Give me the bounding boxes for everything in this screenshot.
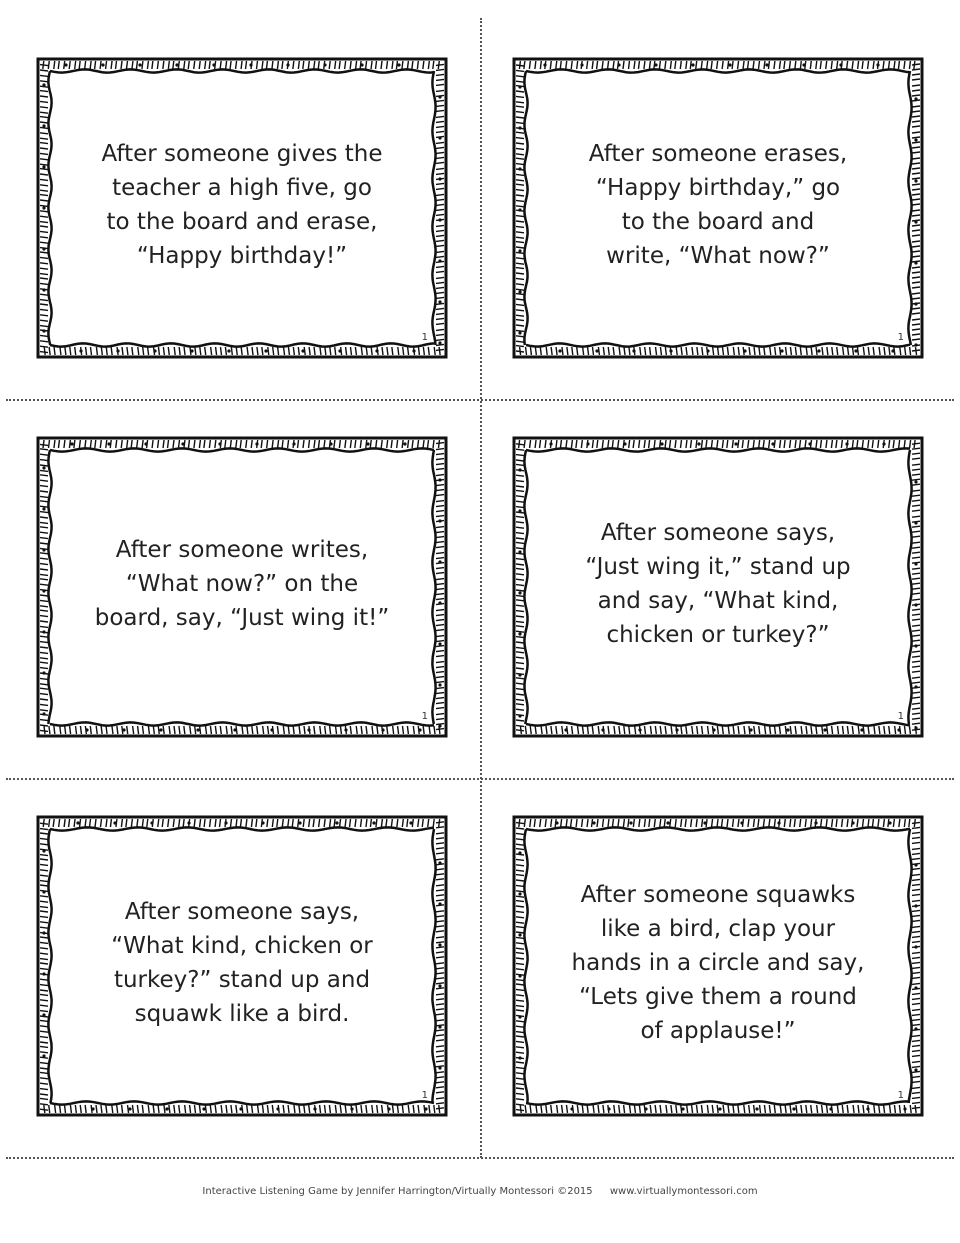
card-text: After someone squawks like a bird, clap your hands in a circle and say, “Lets give them a round of applause!” — [571, 882, 865, 1044]
footer-url: www.virtuallymontessori.com — [609, 1186, 758, 1197]
horizontal-cut-line — [6, 1157, 954, 1159]
card-text: After someone writes, “What now?” on the board, say, “Just wing it!” — [94, 537, 390, 631]
card-text: After someone erases, “Happy birthday,” go to the board and write, “What now?” — [588, 141, 848, 269]
horizontal-cut-line — [6, 778, 954, 780]
card-number: 1 — [897, 1090, 904, 1101]
card-number: 1 — [421, 1090, 428, 1101]
card-number: 1 — [421, 332, 428, 343]
card-text: After someone says, “Just wing it,” stand up and say, “What kind, chicken or turkey?” — [585, 520, 851, 648]
card-text: After someone says, “What kind, chicken or turkey?” stand up and squawk like a bird. — [111, 899, 373, 1027]
card-number: 1 — [421, 711, 428, 722]
card-number: 1 — [897, 711, 904, 722]
horizontal-cut-line — [6, 399, 954, 401]
card-text: After someone gives the teacher a high five, go to the board and erase, “Happy birthday!” — [101, 141, 383, 269]
card-number: 1 — [897, 332, 904, 343]
game-card — [36, 57, 448, 359]
game-card — [512, 436, 924, 738]
vertical-cut-line — [480, 18, 482, 1158]
game-card — [36, 436, 448, 738]
page-footer — [0, 1186, 960, 1197]
footer-credit: Interactive Listening Game by Jennifer Harrington/Virtually Montessori ©2015 — [202, 1186, 593, 1197]
game-card — [512, 57, 924, 359]
game-card — [512, 815, 924, 1117]
game-card — [36, 815, 448, 1117]
